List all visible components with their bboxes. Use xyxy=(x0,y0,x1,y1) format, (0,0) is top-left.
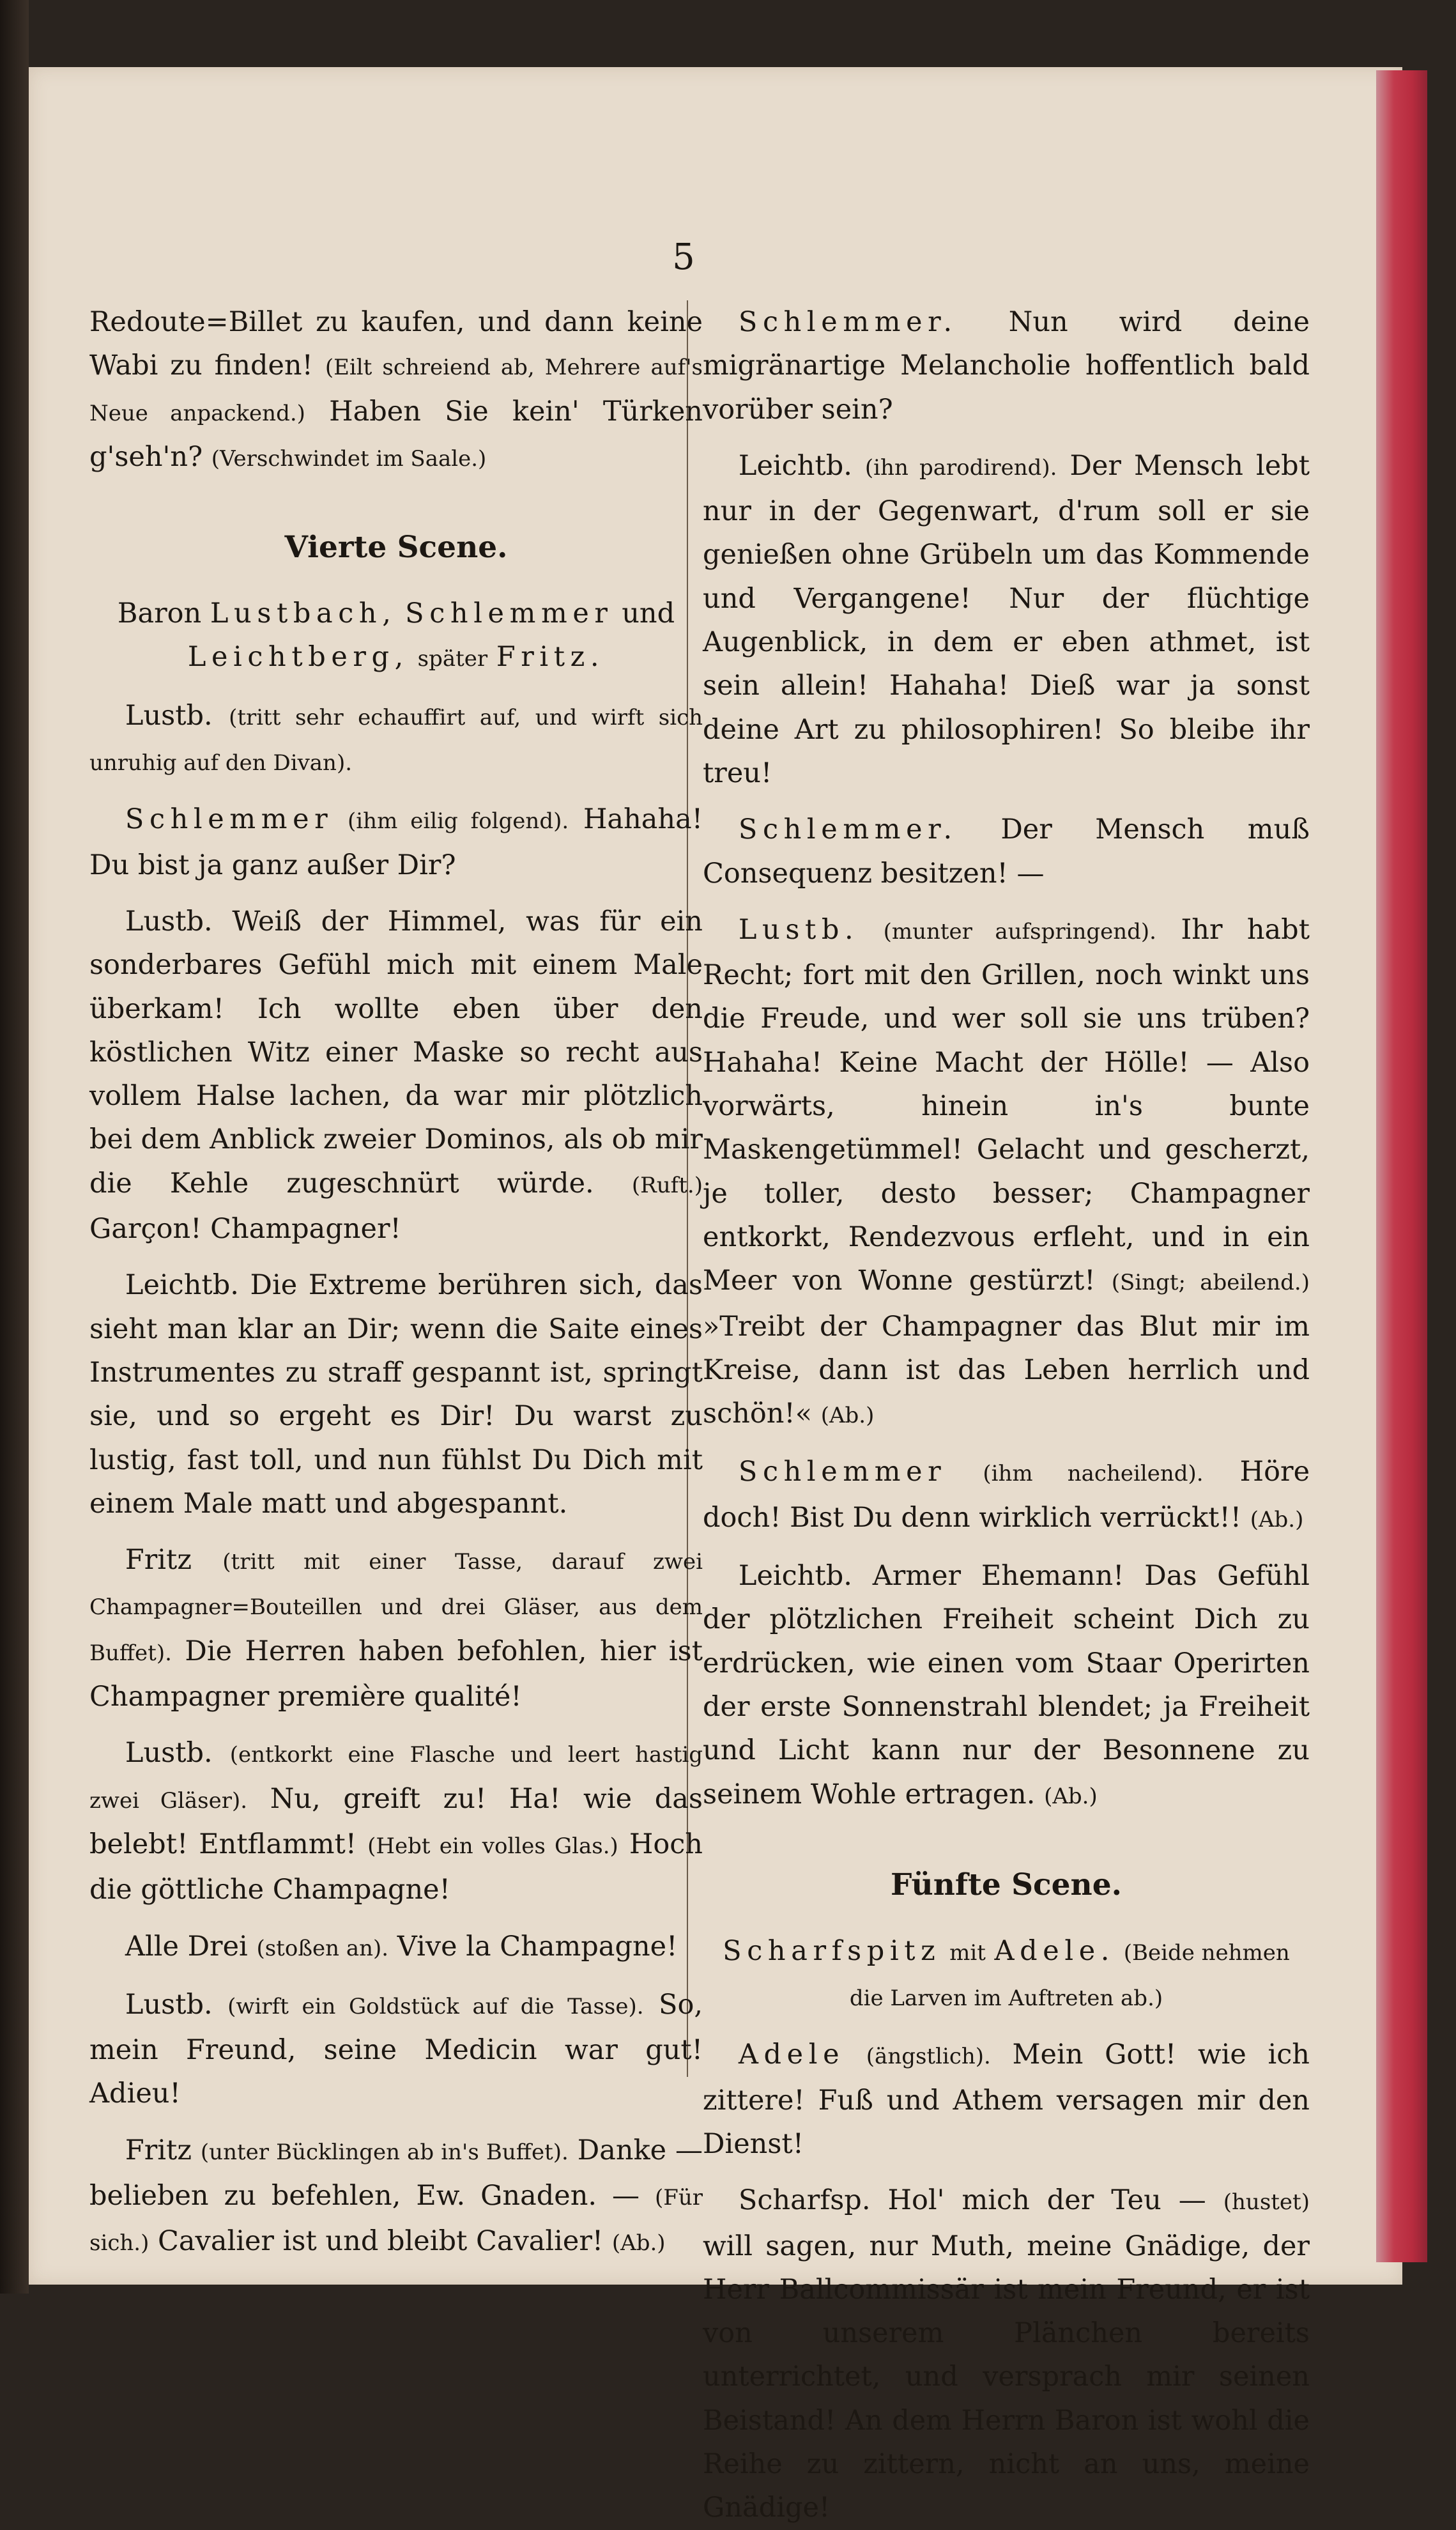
page-number: 5 xyxy=(672,236,695,278)
right-column xyxy=(703,300,1310,2530)
book-spine xyxy=(0,0,29,2294)
speech: Schlemmer (ihm eilig folgend). Hahaha! Du bist ja ganz außer Dir? xyxy=(89,803,703,881)
scene-cast: Scharfspitz mit Adele. (Beide nehmen die Larven im Auftreten ab.) xyxy=(723,1934,1290,2012)
speech: Lustb. (tritt sehr echauffirt auf, und wirft sich unruhig auf den Divan). xyxy=(89,699,703,776)
page-edge xyxy=(1376,70,1427,2262)
speech: Schlemmer (ihm nacheilend). Höre doch! Bist Du denn wirklich verrückt!! (Ab.) xyxy=(703,1456,1310,1534)
scene-title: Vierte Scene. xyxy=(284,530,508,566)
speech: Schlemmer. Der Mensch muß Consequenz besitzen! — xyxy=(703,814,1310,890)
speech: Leichtb. Die Extreme berühren sich, das sieht man klar an Dir; wenn die Saite eines Instrumentes zu straff gespannt ist, springt sie, und so ergeht es Dir! Du warst zu lustig, fast toll, und nun fühlst Du Dich mit einem Male matt und abgespannt. xyxy=(89,1269,703,1520)
speech: Scharfsp. Hol' mich der Teu — (hustet) will sagen, nur Muth, meine Gnädige, der Herr Ballcommissär ist mein Freund, er ist von unserem Plänchen bereits unterrichtet, und versprach mir seinen Beistand! An dem Herrn Baron ist wohl die Reihe zu zittern, nicht an uns, meine Gnädige! xyxy=(703,2184,1310,2524)
scene-cast: Baron Lustbach, Schlemmer und Leichtberg, später Fritz. xyxy=(117,598,675,674)
speech: Lustb. (entkorkt eine Flasche und leert hastig zwei Gläser). Nu, greift zu! Ha! wie das belebt! Entflammt! (Hebt ein volles Glas.) Hoch die göttliche Champagne! xyxy=(89,1737,703,1906)
paragraph: Redoute=Billet zu kaufen, und dann keine Wabi zu finden! (Eilt schreiend ab, Mehrere auf's Neue anpackend.) Haben Sie kein' Türken g'seh'n? (Verschwindet im Saale.) xyxy=(89,306,703,473)
speech: Adele (ängstlich). Mein Gott! wie ich zittere! Fuß und Athem versagen mir den Dienst! xyxy=(703,2039,1310,2160)
speech: Alle Drei (stoßen an). Vive la Champagne! xyxy=(125,1930,678,1963)
speech: Lustb. Weiß der Himmel, was für ein sonderbares Gefühl mich mit einem Male überkam! Ich wollte eben über den köstlichen Witz einer Maske so recht aus vollem Halse lachen, da war mir plötzlich bei dem Anblick zweier Dominos, als ob mir die Kehle zugeschnürt würde. (Ruft.) Garçon! Champagner! xyxy=(89,905,703,1246)
speech: Lustb. (wirft ein Goldstück auf die Tasse). So, mein Freund, seine Medicin war gut! Adieu! xyxy=(89,1988,703,2110)
left-column xyxy=(89,300,703,2265)
speech: Fritz (unter Bücklingen ab in's Buffet). Danke — belieben zu befehlen, Ew. Gnaden. — (Für sich.) Cavalier ist und bleibt Cavalier! (Ab.) xyxy=(89,2134,703,2258)
scene-title: Fünfte Scene. xyxy=(891,1867,1122,1902)
speech: Leichtb. (ihn parodirend). Der Mensch lebt nur in der Gegenwart, d'rum soll er sie genießen ohne Grübeln um das Kommende und Vergangene! Nur der flüchtige Augenblick, in dem er eben athmet, ist sein allein! Hahaha! Dieß war ja sonst deine Art zu philosophiren! So bleibe ihr treu! xyxy=(703,449,1310,789)
speech: Leichtb. Armer Ehemann! Das Gefühl der plötzlichen Freiheit scheint Dich zu erdrücken, wie einen vom Staar Operirten der erste Sonnenstrahl blendet; ja Freiheit und Licht kann nur der Besonnene zu seinem Wohle ertragen. (Ab.) xyxy=(703,1560,1310,1810)
speech: Lustb. (munter aufspringend). Ihr habt Recht; fort mit den Grillen, noch winkt uns die Freude, und wer soll sie uns trüben? Hahaha! Keine Macht der Hölle! — Also vorwärts, hinein in's bunte Maskengetümmel! Gelacht und gescherzt, je toller, desto besser; Champagner entkorkt, Rendezvous erfleht, und in ein Meer von Wonne gestürzt! (Singt; abeilend.) »Treibt der Champagner das Blut mir im Kreise, dann ist das Leben herrlich und schön!« (Ab.) xyxy=(703,913,1310,1430)
speech: Schlemmer. Nun wird deine migränartige Melancholie hoffentlich bald vorüber sein? xyxy=(703,306,1310,426)
speech: Fritz (tritt mit einer Tasse, darauf zwei Champagner=Bouteillen und drei Gläser, aus dem Buffet). Die Herren haben befohlen, hier ist Champagner première qualité! xyxy=(89,1544,703,1713)
